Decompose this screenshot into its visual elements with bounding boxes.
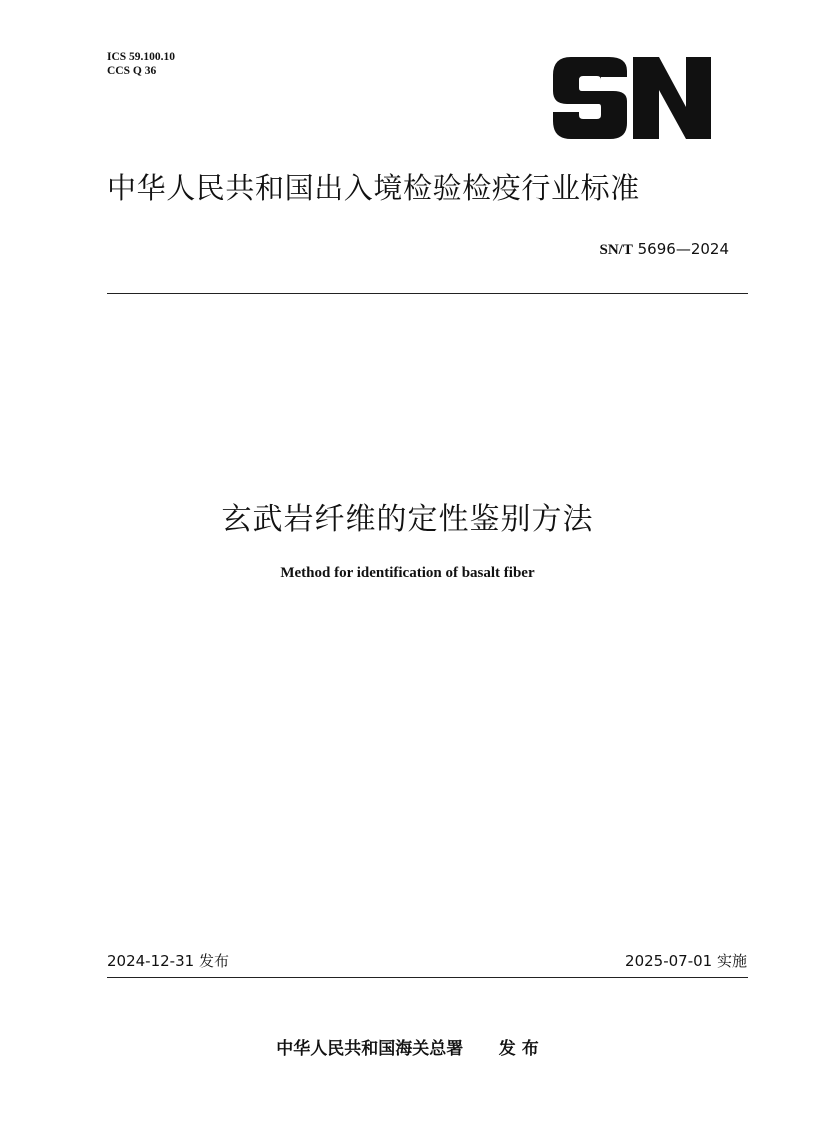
issue-date: 2024-12-31 发布 <box>107 952 229 970</box>
issuer-action: 发 布 <box>498 1039 539 1059</box>
implementation-date: 2025-07-01 实施 <box>625 952 747 970</box>
standard-number <box>600 240 730 259</box>
sn-logo <box>553 57 711 139</box>
bottom-divider <box>107 977 748 978</box>
top-divider <box>107 293 748 294</box>
standard-prefix: SN/T <box>599 242 633 258</box>
title-english: Method for identification of basalt fiber <box>280 565 535 581</box>
issuer-name: 中华人民共和国海关总署 <box>276 1039 464 1059</box>
title-chinese: 玄武岩纤维的定性鉴别方法 <box>221 502 594 537</box>
issuer-line <box>0 1034 815 1059</box>
classification-codes <box>107 50 175 78</box>
standard-code: 5696—2024 <box>637 240 729 258</box>
ics-code: ICS 59.100.10 <box>107 51 176 63</box>
ccs-code: CCS Q 36 <box>107 65 157 77</box>
organization-title: 中华人民共和国出入境检验检疫行业标准 <box>107 171 640 205</box>
